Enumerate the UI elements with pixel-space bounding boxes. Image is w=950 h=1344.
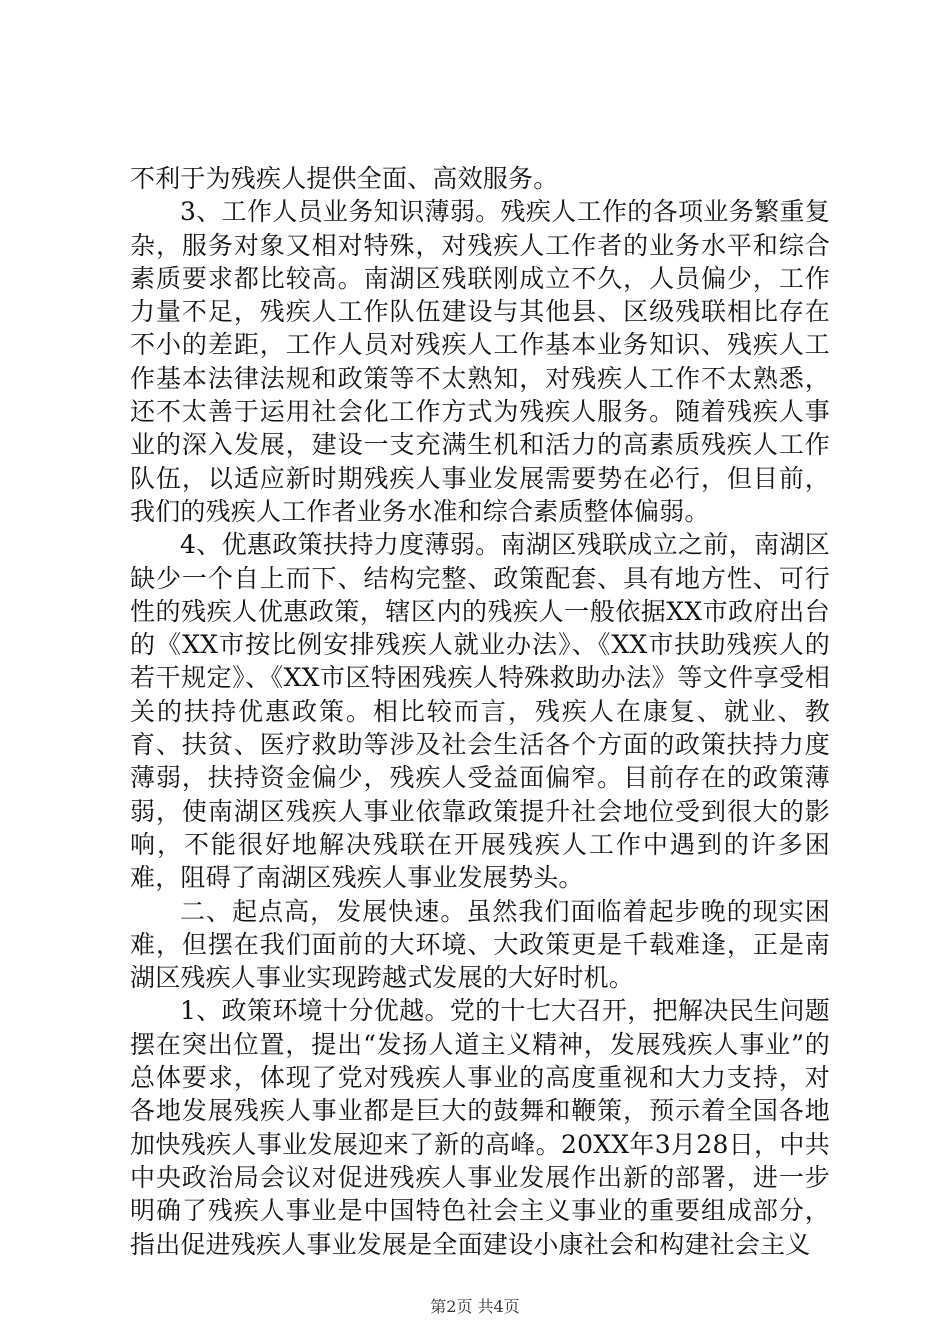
- paragraph-staff-knowledge: 3、工作人员业务知识薄弱。残疾人工作的各项业务繁重复杂，服务对象又相对特殊，对残疾人工作者的业务水平和综合素质要求都比较高。南湖区残联刚成立不久，人员偏少，工作力量不足，残疾人工作队伍建设与其他县、区级残联相比存在不小的差距，工作人员对残疾人工作基本业务知识、残疾人工作基本法律法规和政策等不太熟知，对残疾人工作不太熟悉，还不太善于运用社会化工作方式为残疾人服务。随着残疾人事业的深入发展，建设一支充满生机和活力的高素质残疾人工作队伍，以适应新时期残疾人事业发展需要势在必行，但目前，我们的残疾人工作者业务水准和综合素质整体偏弱。: [130, 197, 830, 526]
- paragraph-section-two: 二、起点高，发展快速。虽然我们面临着起步晚的现实困难，但摆在我们面前的大环境、大政策更是千载难逢，正是南湖区残疾人事业实现跨越式发展的大好时机。: [130, 896, 830, 993]
- paragraph-continuation: 不利于为残疾人提供全面、高效服务。: [130, 164, 559, 193]
- paragraph-policy-support: 4、优惠政策扶持力度薄弱。南湖区残联成立之前，南湖区缺少一个自上而下、结构完整、政策配套、具有地方性、可行性的残疾人优惠政策，辖区内的残疾人一般依据XX市政府出台的《XX市按比例安排残疾人就业办法》、《XX市扶助残疾人的若干规定》、《XX市区特困残疾人特殊救助办法》等文件享受相关的扶持优惠政策。相比较而言，残疾人在康复、就业、教育、扶贫、医疗救助等涉及社会生活各个方面的政策扶持力度薄弱，扶持资金偏少，残疾人受益面偏窄。目前存在的政策薄弱，使南湖区残疾人事业依靠政策提升社会地位受到很大的影响，不能很好地解决残联在开展残疾人工作中遇到的许多困难，阻碍了南湖区残疾人事业发展势头。: [130, 530, 830, 893]
- page-footer: 第2页 共4页: [430, 1297, 520, 1316]
- paragraph-policy-environment: 1、政策环境十分优越。党的十七大召开，把解决民生问题摆在突出位置，提出“发扬人道主义精神，发展残疾人事业”的总体要求，体现了党对残疾人事业的高度重视和大力支持，对各地发展残疾人事业都是巨大的鼓舞和鞭策，预示着全国各地加快残疾人事业发展迎来了新的高峰。20XX年3月28日，中共中央政治局会议对促进残疾人事业发展作出新的部署，进一步明确了残疾人事业是中国特色社会主义事业的重要组成部分，指出促进残疾人事业发展是全面建设小康社会和构建社会主义: [130, 996, 830, 1259]
- document-body: [130, 162, 830, 1261]
